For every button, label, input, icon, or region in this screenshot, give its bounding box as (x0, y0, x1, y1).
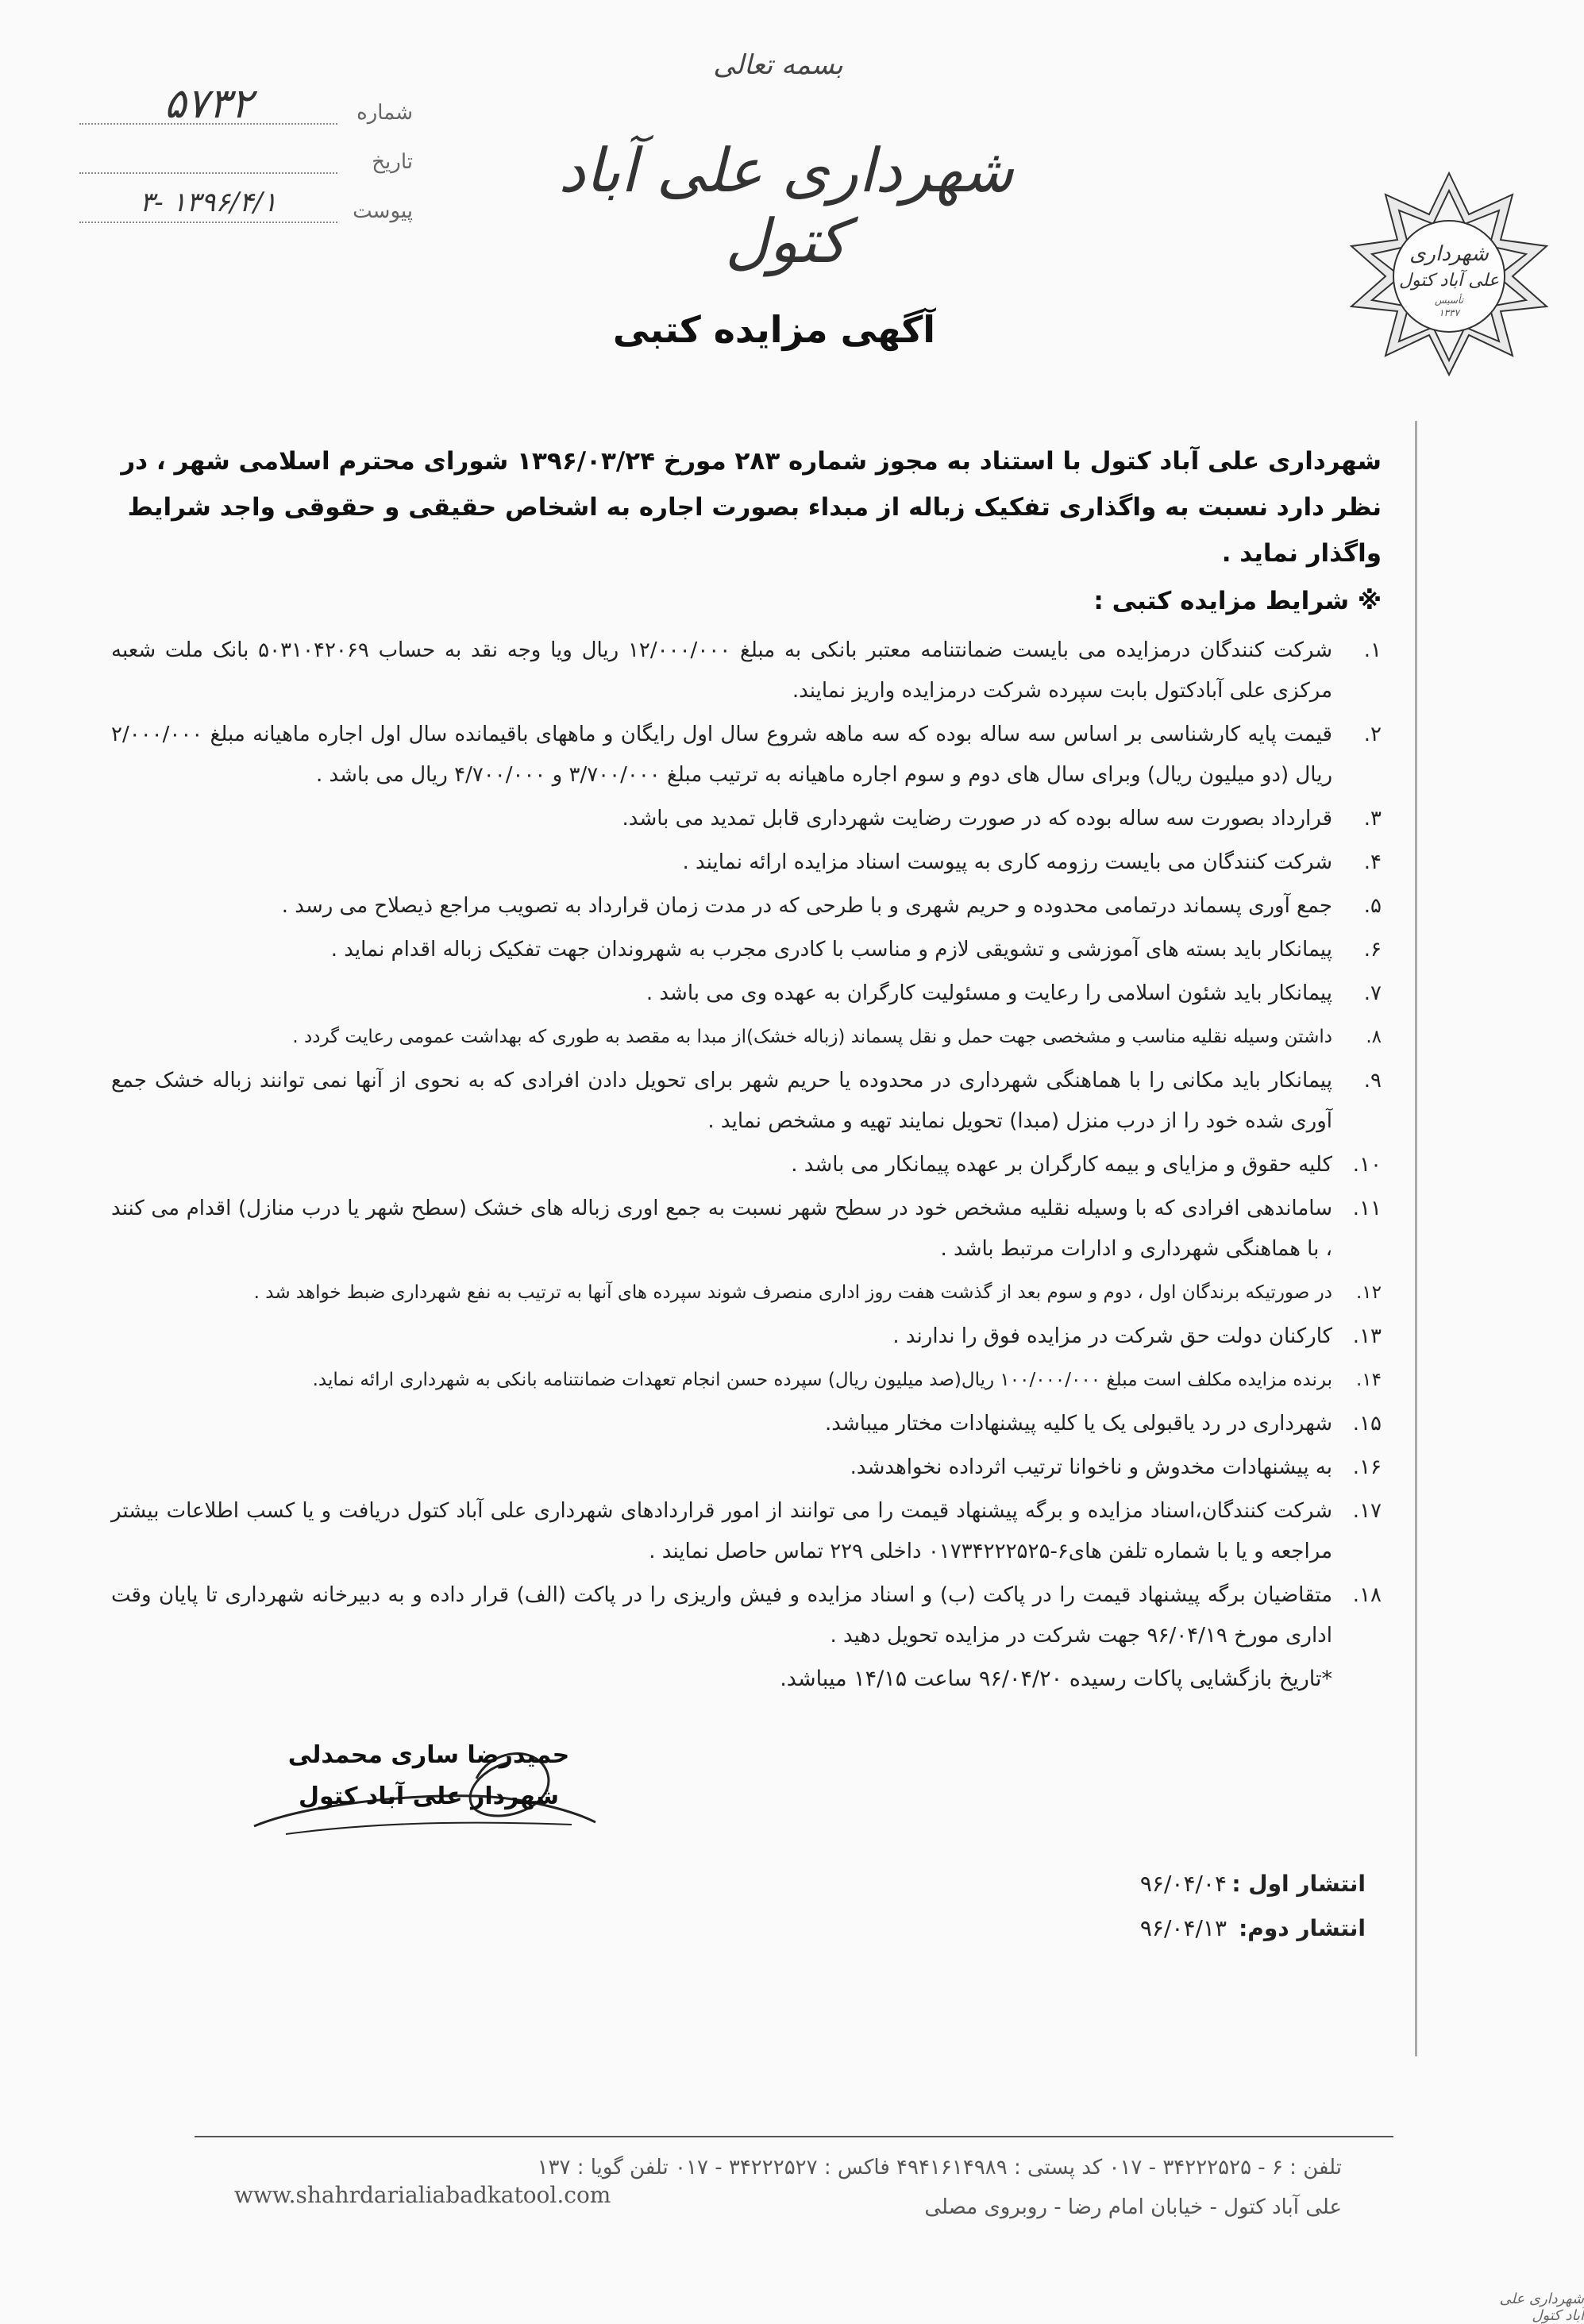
condition-item (111, 886, 1382, 927)
condition-text: متقاضیان برگه پیشنهاد قیمت را در پاکت (ب) و اسناد مزایده و فیش واریزی را در پاکت (الف) قرار داده و به دبیرخانه شهرداری تا پایان وقت اداری مورخ ۹۶/۰۴/۱۹ جهت شرکت در مزایده تحویل دهید . (111, 1583, 1332, 1648)
watermark: شهرداری علی آباد کتول (1499, 2291, 1584, 2324)
date-row (79, 125, 413, 174)
municipality-seal (1342, 167, 1556, 381)
condition-item (111, 715, 1382, 796)
condition-item (111, 1017, 1382, 1058)
condition-number: ۵. (1363, 894, 1382, 918)
condition-number: ۱۸. (1352, 1583, 1382, 1607)
condition-text: شرکت کنندگان درمزایده می بایست ضمانتنامه معتبر بانکی به مبلغ ۱۲/۰۰۰/۰۰۰ ریال ویا وجه نقد به حساب ۵۰۳۱۰۴۲۰۶۹ بانک ملت شعبه مرکزی علی آبادکتول بابت سپرده شرکت درمزایده واریز نمایند. (111, 638, 1332, 703)
condition-number: ۱۴. (1355, 1370, 1382, 1390)
margin-rule (1415, 421, 1417, 2056)
intro-paragraph: شهرداری علی آباد کتول با استناد به مجوز شماره ۲۸۳ مورخ ۱۳۹۶/۰۳/۲۴ شورای محترم اسلامی شهر ، در نظر دارد نسبت به واگذاری تفکیک زباله از مبداء بصورت اجاره به اشخاص حقیقی و حقوقی واجد شرایط واگذار نماید . (121, 447, 1382, 568)
condition-number: ۱۳. (1352, 1324, 1382, 1348)
condition-item (111, 1189, 1382, 1270)
first-publish-label: انتشار اول : (1231, 1871, 1366, 1897)
first-publish-row (953, 1862, 1366, 1906)
publishing-dates (953, 1862, 1366, 1951)
condition-text: پیمانکار باید بسته های آموزشی و تشویقی لازم و مناسب با کادری مجرب به شهروندان جهت تفکیک زباله اقدام نماید . (330, 938, 1332, 962)
condition-text: کلیه حقوق و مزایای و بیمه کارگران بر عهده پیمانکار می باشد . (791, 1153, 1332, 1177)
condition-text: ساماندهی افرادی که با وسیله نقلیه مشخص خود در سطح شهر نسبت به جمع اوری زباله های خشک (سطح شهر یا درب منازل) اقدام می کنند ، با هماهنگی شهرداری و ادارات مرتبط باشد . (111, 1197, 1332, 1261)
condition-item (111, 1447, 1382, 1488)
condition-text: شرکت کنندگان می بایست رزومه کاری به پیوست اسناد مزایده ارائه نمایند . (682, 850, 1332, 874)
condition-text: قیمت پایه کارشناسی بر اساس سه ساله بوده که سه ماهه شروع سال اول رایگان و ماههای باقیمانده سال اول اجاره ماهیانه مبلغ ۲/۰۰۰/۰۰۰ ریال (دو میلیون ریال) وبرای سال های دوم و سوم اجاره ماهیانه به ترتیب مبلغ ۳/۷۰۰/۰۰۰ و ۴/۷۰۰/۰۰۰ ریال می باشد . (111, 723, 1332, 787)
condition-item (111, 1316, 1382, 1357)
condition-item (111, 1360, 1382, 1401)
footer-rule (195, 2136, 1393, 2137)
seal-line1: شهرداری (1409, 242, 1489, 266)
document-body (111, 438, 1382, 1699)
conditions-list (111, 630, 1382, 1656)
second-publish-row (953, 1906, 1366, 1951)
condition-item (111, 1575, 1382, 1656)
second-publish-label: انتشار دوم: (1239, 1915, 1366, 1941)
condition-number: ۱۵. (1352, 1412, 1382, 1436)
condition-item (111, 1145, 1382, 1185)
condition-number: ۳. (1363, 807, 1382, 831)
condition-text: جمع آوری پسماند درتمامی محدوده و حریم شهری و با طرحی که در مدت زمان قرارداد به تصویب مراجع ذیصلاح می رسد . (281, 894, 1332, 918)
condition-text: پیمانکار باید مکانی را با هماهنگی شهرداری در محدوده یا حریم شهر برای تحویل دادن افرادی که به نحوی از آنها نمی توانند زباله خشک جمع آوری شده خود را از درب منزل (مبدا) تحویل نمایند تهیه و مشخص نماید . (111, 1069, 1332, 1133)
condition-number: ۱۰. (1352, 1153, 1382, 1177)
condition-number: ۷. (1363, 981, 1382, 1005)
condition-number: ۲. (1363, 723, 1382, 746)
website-link[interactable]: www.shahrdarialiabadkatool.com (234, 2182, 611, 2208)
condition-text: داشتن وسیله نقلیه مناسب و مشخصی جهت حمل و نقل پسماند (زباله خشک)از مبدا به مقصد به طوری که بهداشت عمومی رعایت گردد . (292, 1027, 1332, 1047)
signature-block (206, 1735, 651, 1817)
condition-number: ۱۱. (1352, 1197, 1382, 1220)
number-row (79, 75, 413, 128)
condition-text: شرکت کنندگان،اسناد مزایده و برگه پیشنهاد قیمت را می توانند از امور قراردادهای شهرداری علی آباد کتول دریافت و یا کسب اطلاعات بیشتر مراجعه و یا با شماره تلفن های۶-۰۱۷۳۴۲۲۲۵۲۵ داخلی ۲۲۹ تماس حاصل نمایند . (111, 1499, 1332, 1563)
condition-item (111, 930, 1382, 970)
condition-item (111, 973, 1382, 1014)
second-publish-date: ۹۶/۰۴/۱۳ (1139, 1915, 1227, 1941)
number-label: شماره (356, 101, 413, 125)
condition-number: ۱۶. (1352, 1455, 1382, 1479)
seal-line2: علی آباد کتول (1399, 271, 1499, 291)
condition-item (111, 1273, 1382, 1313)
condition-item (111, 1061, 1382, 1142)
signatory-role: شهردار علی آباد کتول (298, 1783, 560, 1810)
condition-text: پیمانکار باید شئون اسلامی را رعایت و مسئولیت کارگران به عهده وی می باشد . (646, 981, 1332, 1005)
seal-line4: ۱۳۳۷ (1439, 307, 1459, 318)
condition-number: ۴. (1363, 850, 1382, 874)
condition-text: در صورتیکه برندگان اول ، دوم و سوم بعد از گذشت هفت روز اداری منصرف شوند سپرده های آنها به ترتیب به نفع شهرداری ضبط خواهد شد . (253, 1282, 1332, 1303)
seal-line3: تأسیس (1435, 295, 1463, 306)
condition-number: ۱۲. (1355, 1282, 1382, 1303)
footer-address: علی آباد کتول - خیابان امام رضا - روبروی مصلی (924, 2195, 1342, 2219)
condition-text: شهرداری در رد یاقبولی یک یا کلیه پیشنهادات مختار میباشد. (825, 1412, 1332, 1436)
condition-item (111, 1491, 1382, 1572)
first-publish-date: ۹۶/۰۴/۰۴ (1139, 1871, 1227, 1897)
bismillah: بسمه تعالی (713, 49, 843, 81)
condition-number: ۶. (1363, 938, 1382, 962)
date-value (79, 134, 337, 174)
conditions-title: ※ شرایط مزایده کتبی : (1093, 587, 1382, 615)
condition-number: ۱۷. (1352, 1499, 1382, 1523)
condition-text: کارکنان دولت حق شرکت در مزایده فوق را ندارند . (892, 1324, 1332, 1348)
header-meta (79, 75, 413, 223)
condition-item (111, 842, 1382, 883)
condition-number: ۱. (1363, 638, 1382, 662)
condition-text: برنده مزایده مکلف است مبلغ ۱۰۰/۰۰۰/۰۰۰ ریال(صد میلیون ریال) سپرده حسن انجام تعهدات ضمانتنامه بانکی به شهرداری ارائه نماید. (312, 1370, 1332, 1390)
condition-number: ۸. (1366, 1027, 1382, 1047)
signatory-name: حمیدرضا ساری محمدلی (287, 1741, 570, 1769)
document-title: آگهی مزایده کتبی (612, 308, 936, 351)
condition-text: به پیشنهادات مخدوش و ناخوانا ترتیب اثرداده نخواهدشد. (850, 1455, 1332, 1479)
attachment-label: پیوست (353, 199, 413, 223)
condition-item (111, 799, 1382, 839)
condition-item (111, 630, 1382, 711)
condition-item (111, 1404, 1382, 1444)
opening-note: *تاریخ بازگشایی پاکات رسیده ۹۶/۰۴/۲۰ ساعت ۱۴/۱۵ میباشد. (780, 1667, 1332, 1691)
attachment-row (79, 174, 413, 223)
organization-title: شهرداری علی آباد کتول (558, 135, 1014, 276)
condition-text: قرارداد بصورت سه ساله بوده که در صورت رضایت شهرداری قابل تمدید می باشد. (622, 807, 1332, 831)
condition-number: ۹. (1363, 1069, 1382, 1093)
number-value: ۵۷۳۲ (79, 85, 337, 125)
date-label: تاریخ (372, 150, 413, 174)
attachment-value: ۱۳۹۶/۴/۱ -۳ (79, 183, 337, 223)
footer-contact: تلفن : ۶ - ۳۴۲۲۲۵۲۵ - ۰۱۷ کد پستی : ۴۹۴۱۶۱۴۹۸۹ فاکس : ۳۴۲۲۲۵۲۷ - ۰۱۷ تلفن گویا : ۱۳۷ (537, 2156, 1342, 2179)
